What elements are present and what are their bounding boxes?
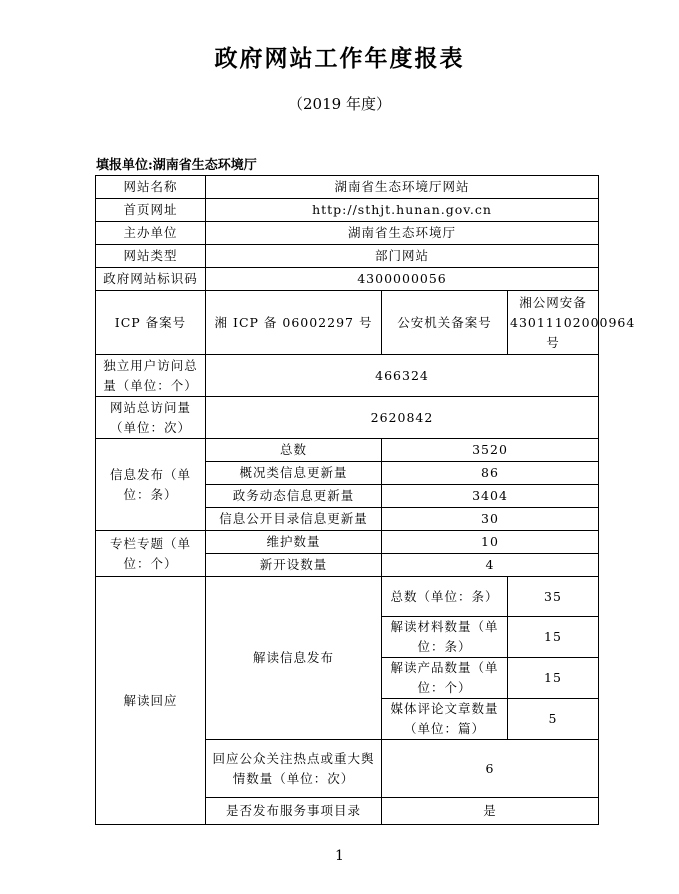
icp-value: 湘 ICP 备 06002297 号 [206,291,382,355]
homepage-value: http://sthjt.hunan.gov.cn [206,199,599,222]
homepage-label: 首页网址 [96,199,206,222]
hotspot-label: 回应公众关注热点或重大舆情数量（单位：次） [206,740,382,798]
page-title: 政府网站工作年度报表 [214,45,465,72]
hotspot-value: 6 [382,740,599,798]
site-name-label: 网站名称 [96,176,206,199]
site-id-label: 政府网站标识码 [96,268,206,291]
interp-label: 解读回应 [96,577,206,825]
site-name-value: 湖南省生态环境厅网站 [206,176,599,199]
police-value: 湘公网安备43011102000964 号 [508,291,599,355]
report-table [95,175,636,825]
interp-media-value: 5 [508,699,599,740]
police-label: 公安机关备案号 [382,291,508,355]
column-maint-label: 维护数量 [206,531,382,554]
column-new-label: 新开设数量 [206,554,382,577]
uv-label: 独立用户访问总量（单位：个） [96,355,206,397]
service-label: 是否发布服务事项目录 [206,798,382,825]
column-label: 专栏专题（单位：个） [96,531,206,577]
sponsor-value: 湖南省生态环境厅 [206,222,599,245]
info-news-value: 3404 [382,485,599,508]
sponsor-label: 主办单位 [96,222,206,245]
info-label: 信息发布（单位：条） [96,439,206,531]
interp-pub-label: 解读信息发布 [206,577,382,740]
info-news-label: 政务动态信息更新量 [206,485,382,508]
interp-product-label: 解读产品数量（单位：个） [382,658,508,699]
report-year: （2019 年度） [288,95,391,113]
interp-total-label: 总数（单位：条） [382,577,508,617]
filler-unit: 填报单位:湖南省生态环境厅 [96,158,257,173]
info-overview-label: 概况类信息更新量 [206,462,382,485]
interp-product-value: 15 [508,658,599,699]
column-new-value: 4 [382,554,599,577]
pv-label: 网站总访问量（单位：次） [96,397,206,439]
column-maint-value: 10 [382,531,599,554]
icp-label: ICP 备案号 [96,291,206,355]
interp-media-label: 媒体评论文章数量（单位：篇） [382,699,508,740]
site-type-value: 部门网站 [206,245,599,268]
interp-total-value: 35 [508,577,599,617]
interp-material-value: 15 [508,617,599,658]
pv-value: 2620842 [206,397,599,439]
interp-material-label: 解读材料数量（单位：条） [382,617,508,658]
service-value: 是 [382,798,599,825]
site-id-value: 4300000056 [206,268,599,291]
page-number: 1 [335,848,344,864]
info-total-label: 总数 [206,439,382,462]
info-total-value: 3520 [382,439,599,462]
site-type-label: 网站类型 [96,245,206,268]
info-open-label: 信息公开目录信息更新量 [206,508,382,531]
uv-value: 466324 [206,355,599,397]
info-overview-value: 86 [382,462,599,485]
info-open-value: 30 [382,508,599,531]
